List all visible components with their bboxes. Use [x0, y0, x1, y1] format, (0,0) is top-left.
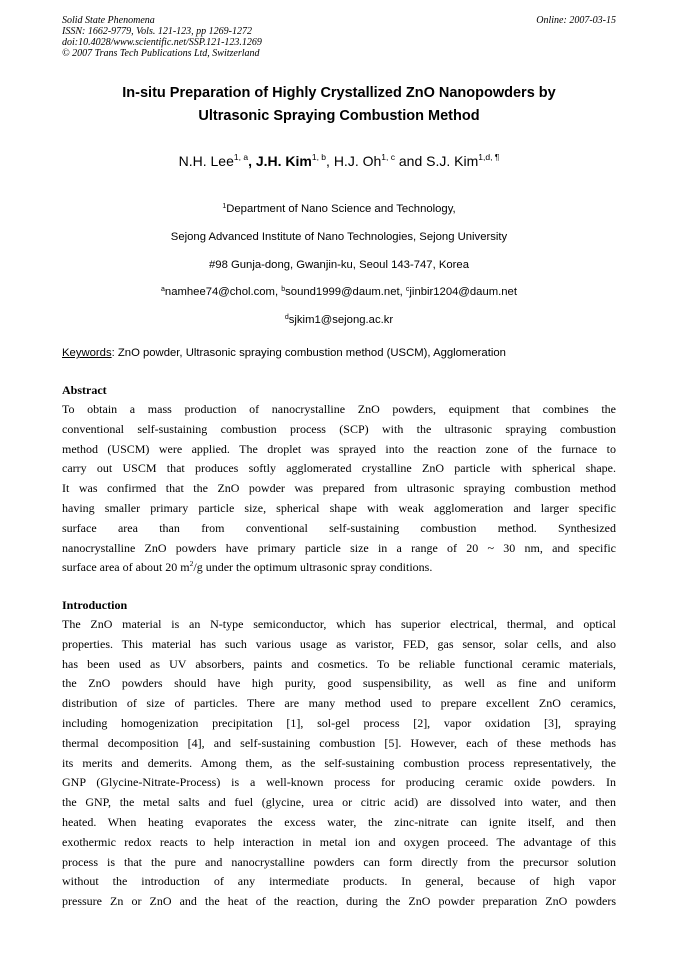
email-text: namhee74@chol.com,	[164, 286, 282, 298]
author-name: , H.J. Oh	[326, 153, 382, 169]
intro-line: the ZnO powders should have high purity, good suspensibility, as well as fine and uniform	[62, 676, 616, 691]
keywords-label: Keywords	[62, 347, 112, 359]
abstract-line: carry out USCM that produces softly agglomerated crystalline ZnO particle with spherical shape.	[62, 461, 616, 476]
affiliation-text: Department of Nano Science and Technology,	[226, 203, 456, 215]
affiliation-emails	[62, 285, 616, 299]
author-sup: 1, c	[381, 152, 395, 162]
intro-line: process is that the pure and nanocrystalline powders can form directly from the precursor solution	[62, 854, 616, 869]
paper-title	[62, 82, 616, 128]
intro-line: its merits and demerits. Among them, as the self-sustaining combustion process representatively, the	[62, 755, 616, 770]
keywords-text: : ZnO powder, Ultrasonic spraying combustion method (USCM), Agglomeration	[111, 347, 506, 359]
intro-line: exothermic redox reacts to help interaction in metal ion and oxygen proceed. The advantage of this	[62, 834, 616, 849]
email-text: sjkim1@sejong.ac.kr	[288, 314, 394, 326]
abstract-line: conventional self-sustaining combustion process (SCP) with the ultrasonic spraying combustion	[62, 421, 616, 436]
affiliation-address: #98 Gunja-dong, Gwanjin-ku, Seoul 143-747, Korea	[209, 259, 469, 271]
author-sup: 1, a	[233, 152, 249, 162]
abstract-text: /g under the optimum ultrasonic spray conditions.	[193, 560, 433, 575]
affiliation-email-corresponding	[62, 313, 616, 327]
abstract-line: having smaller primary particle size, spherical shape with weak agglomeration and larger specific	[62, 500, 616, 515]
journal-copyright: © 2007 Trans Tech Publications Ltd, Switzerland	[62, 48, 260, 59]
intro-line: heated. When heating evaporates the excess water, the zinc-nitrate can ignite itself, and then	[62, 814, 616, 829]
author-list	[62, 151, 616, 171]
journal-name: Solid State Phenomena	[62, 15, 155, 26]
affiliation-department	[62, 202, 616, 216]
abstract-sup: 2	[189, 559, 194, 569]
intro-line: GNP (Glycine-Nitrate-Process) is a well-known process for producing ceramic oxide powders. In	[62, 775, 616, 790]
intro-line: has been used as UV absorbers, paints and cosmetics. To be reliable functional ceramic materials,	[62, 656, 616, 671]
email-sup: d	[284, 314, 289, 321]
email-sup: b	[281, 286, 286, 293]
affiliation-sup: 1	[222, 203, 227, 210]
intro-line: properties. This material has such various usage as varistor, FED, gas sensor, solar cells, and also	[62, 636, 616, 651]
abstract-line: nanocrystalline ZnO powders have primary particle size in a range of 20 ~ 30 nm, and specific	[62, 540, 616, 555]
abstract-line: To obtain a mass production of nanocrystalline ZnO powders, equipment that combines the	[62, 402, 616, 416]
introduction-heading: Introduction	[62, 598, 128, 612]
author-name: N.H. Lee	[178, 153, 234, 169]
intro-line: the GNP, the metal salts and fuel (glycine, urea or citric acid) are dissolved into water, and then	[62, 795, 616, 810]
abstract-line: It was confirmed that the ZnO powder was prepared from ultrasonic spraying combustion method	[62, 481, 616, 496]
author-name: , J.H. Kim	[248, 153, 312, 169]
journal-issn: ISSN: 1662-9779, Vols. 121-123, pp 1269-1272	[62, 26, 252, 37]
affiliation-institute: Sejong Advanced Institute of Nano Technologies, Sejong University	[170, 231, 508, 243]
email-sup: a	[161, 286, 165, 293]
online-date: Online: 2007-03-15	[536, 15, 616, 26]
intro-line: without the introduction of any intermediate products. In general, because of high vapor	[62, 874, 616, 889]
abstract-line: method (USCM) were applied. The droplet was sprayed into the reaction zone of the furnace to	[62, 441, 616, 456]
abstract-text: surface area of about 20 m	[62, 560, 190, 575]
intro-line: The ZnO material is an N-type semiconductor, which has superior electrical, thermal, and optical	[62, 617, 616, 631]
journal-doi: doi:10.4028/www.scientific.net/SSP.121-123.1269	[62, 37, 262, 48]
abstract-body	[62, 400, 616, 578]
author-sup: 1,d, ¶	[478, 152, 500, 162]
title-line-2: Ultrasonic Spraying Combustion Method	[198, 108, 480, 124]
abstract-line: surface area than from conventional self-sustaining combustion method. Synthesized	[62, 520, 616, 535]
abstract-heading: Abstract	[62, 383, 107, 397]
email-text: jinbir1204@daum.net	[409, 286, 517, 298]
intro-line: including homogenization precipitation [1], sol-gel process [2], vapor oxidation [3], spraying	[62, 715, 616, 730]
title-line-1: In-situ Preparation of Highly Crystallized ZnO Nanopowders by	[122, 85, 556, 101]
intro-line: distribution of size of particles. There are many method used to prepare excellent ZnO ceramics,	[62, 696, 616, 711]
email-text: sound1999@daum.net,	[285, 286, 406, 298]
author-sup: 1, b	[311, 152, 327, 162]
intro-line: pressure Zn or ZnO and the heat of the reaction, during the ZnO powder preparation ZnO powders	[62, 894, 616, 909]
email-sup: c	[405, 286, 410, 293]
abstract-line	[62, 558, 616, 578]
keywords	[62, 346, 616, 360]
intro-line: thermal decomposition [4], and self-sustaining combustion [5]. However, each of these methods has	[62, 735, 616, 750]
journal-header	[62, 15, 616, 59]
introduction-body	[62, 615, 616, 912]
author-name: and S.J. Kim	[394, 153, 479, 169]
